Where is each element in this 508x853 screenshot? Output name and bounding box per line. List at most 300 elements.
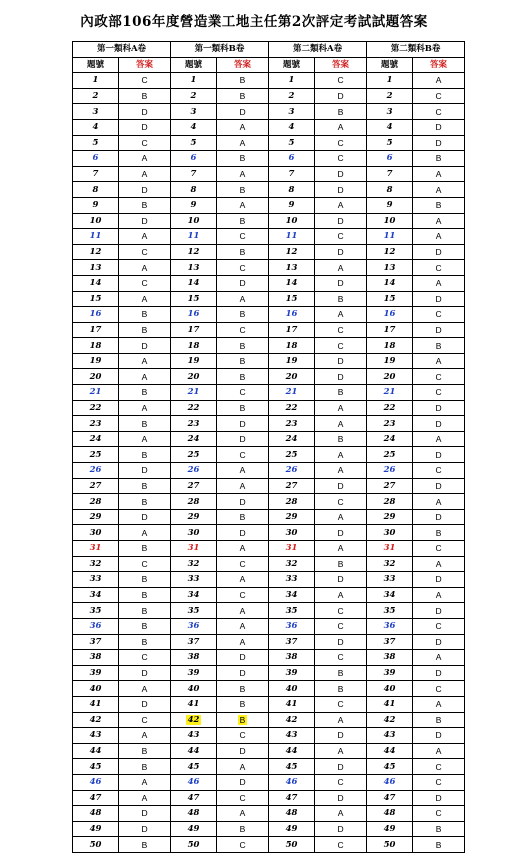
question-number: 40 (269, 681, 315, 697)
question-number: 46 (73, 774, 119, 790)
answer-cell: D (119, 119, 171, 135)
question-number: 32 (73, 556, 119, 572)
question-number: 13 (269, 260, 315, 276)
table-row (73, 650, 465, 666)
table-row (73, 712, 465, 728)
question-number: 39 (269, 665, 315, 681)
question-number: 40 (73, 681, 119, 697)
question-number: 30 (269, 525, 315, 541)
question-number: 37 (73, 634, 119, 650)
question-number: 44 (171, 743, 217, 759)
answer-cell: B (217, 151, 269, 167)
answer-cell: B (315, 104, 367, 120)
answer-cell: B (119, 743, 171, 759)
table-row (73, 88, 465, 104)
question-number: 28 (171, 494, 217, 510)
answer-cell: A (413, 182, 465, 198)
question-number: 43 (269, 728, 315, 744)
question-number: 14 (73, 275, 119, 291)
question-number: 32 (269, 556, 315, 572)
answer-cell: B (119, 88, 171, 104)
question-number: 45 (73, 759, 119, 775)
answer-cell: D (315, 759, 367, 775)
answer-cell: A (119, 291, 171, 307)
question-number: 16 (269, 307, 315, 323)
question-number: 18 (171, 338, 217, 354)
question-number: 4 (269, 119, 315, 135)
answer-column-header: 答案 (413, 57, 465, 73)
answer-cell: A (217, 759, 269, 775)
table-row (73, 338, 465, 354)
table-row (73, 291, 465, 307)
answer-cell: A (217, 291, 269, 307)
question-number: 49 (171, 821, 217, 837)
answer-cell: C (315, 696, 367, 712)
table-row (73, 244, 465, 260)
question-number: 37 (171, 634, 217, 650)
answer-cell: B (119, 634, 171, 650)
question-number: 42 (73, 712, 119, 728)
question-number: 48 (73, 806, 119, 822)
question-number: 37 (269, 634, 315, 650)
question-number: 47 (73, 790, 119, 806)
table-row (73, 307, 465, 323)
question-number: 48 (269, 806, 315, 822)
question-number: 47 (171, 790, 217, 806)
answer-cell: C (119, 73, 171, 89)
question-number: 23 (73, 416, 119, 432)
answer-cell: D (217, 650, 269, 666)
question-number: 43 (171, 728, 217, 744)
answer-cell: D (119, 463, 171, 479)
answer-cell: A (315, 197, 367, 213)
group-header: 第二類科B卷 (367, 42, 465, 58)
answer-cell: D (119, 182, 171, 198)
answer-cell: A (413, 743, 465, 759)
question-number: 23 (171, 416, 217, 432)
answer-column-header: 答案 (217, 57, 269, 73)
answer-cell: B (217, 182, 269, 198)
question-number: 13 (171, 260, 217, 276)
question-number: 3 (367, 104, 413, 120)
question-number: 12 (73, 244, 119, 260)
answer-cell: B (413, 821, 465, 837)
answer-cell: A (217, 119, 269, 135)
table-row (73, 743, 465, 759)
highlighted-answer: B (239, 714, 246, 725)
answer-cell: C (413, 463, 465, 479)
table-row (73, 385, 465, 401)
answer-cell: A (119, 774, 171, 790)
answer-cell: D (217, 743, 269, 759)
answer-cell: D (315, 182, 367, 198)
table-row (73, 229, 465, 245)
table-row (73, 104, 465, 120)
question-number: 33 (171, 572, 217, 588)
answer-cell: D (413, 603, 465, 619)
answer-cell (217, 712, 269, 728)
question-number: 38 (367, 650, 413, 666)
answer-cell: B (217, 509, 269, 525)
answer-cell: B (413, 197, 465, 213)
question-number: 2 (269, 88, 315, 104)
table-row (73, 525, 465, 541)
answer-cell: B (217, 696, 269, 712)
answer-cell: A (217, 197, 269, 213)
answer-cell: D (413, 447, 465, 463)
question-number: 29 (269, 509, 315, 525)
answer-cell: C (217, 728, 269, 744)
answer-cell: B (217, 88, 269, 104)
question-number: 46 (269, 774, 315, 790)
table-row (73, 400, 465, 416)
question-number: 41 (171, 696, 217, 712)
answer-cell: A (315, 463, 367, 479)
answer-cell: B (217, 353, 269, 369)
answer-cell: D (413, 119, 465, 135)
answer-cell: B (119, 587, 171, 603)
question-number: 9 (367, 197, 413, 213)
question-number: 40 (367, 681, 413, 697)
answer-cell: B (119, 572, 171, 588)
question-number: 15 (73, 291, 119, 307)
answer-cell: B (413, 338, 465, 354)
answer-cell: C (119, 650, 171, 666)
answer-cell: B (315, 665, 367, 681)
answer-cell: A (217, 618, 269, 634)
answer-cell: D (119, 509, 171, 525)
number-column-header: 題號 (73, 57, 119, 73)
answer-cell: D (315, 728, 367, 744)
question-number: 34 (367, 587, 413, 603)
question-number: 7 (269, 166, 315, 182)
answer-cell: C (217, 837, 269, 853)
question-number: 8 (269, 182, 315, 198)
question-number: 43 (367, 728, 413, 744)
question-number: 26 (367, 463, 413, 479)
question-number: 6 (171, 151, 217, 167)
answer-cell: C (315, 73, 367, 89)
table-row (73, 494, 465, 510)
answer-cell: D (315, 790, 367, 806)
answer-cell: C (217, 229, 269, 245)
answer-cell: D (119, 104, 171, 120)
answer-cell: B (119, 478, 171, 494)
answer-cell: C (413, 307, 465, 323)
question-number: 26 (269, 463, 315, 479)
answer-cell: A (217, 478, 269, 494)
question-number: 8 (171, 182, 217, 198)
answer-cell: A (315, 260, 367, 276)
question-number: 44 (73, 743, 119, 759)
highlighted-number: 42 (187, 714, 200, 725)
question-number: 36 (171, 618, 217, 634)
question-number: 17 (269, 322, 315, 338)
answer-cell: C (217, 385, 269, 401)
question-number: 9 (171, 197, 217, 213)
table-row (73, 806, 465, 822)
question-number: 11 (171, 229, 217, 245)
group-header: 第一類科A卷 (73, 42, 171, 58)
answer-cell: C (315, 135, 367, 151)
answer-cell: D (413, 135, 465, 151)
answer-column-header: 答案 (119, 57, 171, 73)
answer-cell: B (119, 416, 171, 432)
question-number: 36 (367, 618, 413, 634)
question-number: 28 (269, 494, 315, 510)
question-number: 20 (73, 369, 119, 385)
question-number: 19 (73, 353, 119, 369)
question-number: 21 (367, 385, 413, 401)
question-number: 50 (269, 837, 315, 853)
answer-cell: B (119, 618, 171, 634)
answer-cell: B (119, 307, 171, 323)
answer-cell: D (315, 572, 367, 588)
answer-cell: A (217, 603, 269, 619)
answer-cell: A (217, 541, 269, 557)
question-number: 38 (73, 650, 119, 666)
answer-cell: A (119, 728, 171, 744)
table-row (73, 509, 465, 525)
answer-cell: A (413, 650, 465, 666)
answer-cell: B (315, 431, 367, 447)
question-number: 1 (73, 73, 119, 89)
question-number: 20 (269, 369, 315, 385)
question-number: 13 (367, 260, 413, 276)
question-number: 50 (171, 837, 217, 853)
question-number: 48 (367, 806, 413, 822)
answer-cell: A (315, 400, 367, 416)
question-number: 18 (73, 338, 119, 354)
question-number: 1 (367, 73, 413, 89)
answer-cell: D (413, 400, 465, 416)
answer-cell: C (315, 650, 367, 666)
question-number: 13 (73, 260, 119, 276)
answer-cell: C (217, 556, 269, 572)
table-row (73, 774, 465, 790)
answer-cell: A (217, 463, 269, 479)
answer-cell: A (217, 806, 269, 822)
table-row (73, 119, 465, 135)
answer-cell: C (217, 322, 269, 338)
table-row (73, 166, 465, 182)
question-number: 4 (73, 119, 119, 135)
question-number: 46 (367, 774, 413, 790)
answer-cell: B (315, 681, 367, 697)
table-row (73, 541, 465, 557)
question-number: 3 (269, 104, 315, 120)
answer-cell: A (413, 431, 465, 447)
question-number: 25 (73, 447, 119, 463)
answer-cell: C (315, 151, 367, 167)
question-number: 21 (171, 385, 217, 401)
answer-cell: C (315, 338, 367, 354)
question-number: 16 (367, 307, 413, 323)
question-number: 3 (171, 104, 217, 120)
question-number: 31 (367, 541, 413, 557)
answer-cell: A (217, 572, 269, 588)
answer-cell: C (315, 494, 367, 510)
number-column-header: 題號 (269, 57, 315, 73)
answer-cell: C (315, 229, 367, 245)
table-row (73, 556, 465, 572)
question-number: 34 (171, 587, 217, 603)
question-number: 41 (367, 696, 413, 712)
question-number: 19 (269, 353, 315, 369)
answer-cell: A (217, 166, 269, 182)
table-row (73, 821, 465, 837)
question-number: 5 (367, 135, 413, 151)
table-row (73, 618, 465, 634)
answer-cell: A (315, 119, 367, 135)
question-number: 6 (367, 151, 413, 167)
question-number: 30 (73, 525, 119, 541)
question-number: 39 (73, 665, 119, 681)
answer-cell: D (315, 478, 367, 494)
answer-cell: D (217, 416, 269, 432)
question-number: 29 (73, 509, 119, 525)
question-number (171, 712, 217, 728)
question-number: 12 (269, 244, 315, 260)
question-number: 32 (171, 556, 217, 572)
question-number: 20 (367, 369, 413, 385)
answer-cell: B (119, 494, 171, 510)
question-number: 11 (269, 229, 315, 245)
answer-cell: D (315, 88, 367, 104)
question-number: 35 (269, 603, 315, 619)
question-number: 21 (269, 385, 315, 401)
table-row (73, 213, 465, 229)
answer-cell: A (413, 166, 465, 182)
question-number: 17 (367, 322, 413, 338)
question-number: 34 (73, 587, 119, 603)
answer-cell: B (119, 603, 171, 619)
question-number: 39 (367, 665, 413, 681)
question-number: 29 (367, 509, 413, 525)
question-number: 50 (73, 837, 119, 853)
question-number: 14 (367, 275, 413, 291)
question-number: 19 (367, 353, 413, 369)
question-number: 38 (171, 650, 217, 666)
answer-cell: D (217, 525, 269, 541)
question-number: 25 (367, 447, 413, 463)
question-number: 17 (73, 322, 119, 338)
question-number: 22 (73, 400, 119, 416)
answer-cell: B (217, 244, 269, 260)
table-row (73, 696, 465, 712)
answer-cell: D (413, 790, 465, 806)
table-row (73, 572, 465, 588)
question-number: 15 (171, 291, 217, 307)
answer-cell: D (413, 572, 465, 588)
answer-cell: A (413, 229, 465, 245)
answer-cell: D (315, 353, 367, 369)
question-number: 26 (171, 463, 217, 479)
answer-cell: D (315, 821, 367, 837)
question-number: 15 (367, 291, 413, 307)
answer-cell: C (315, 837, 367, 853)
answer-cell: A (315, 806, 367, 822)
answer-cell: D (217, 665, 269, 681)
answer-rows (73, 73, 465, 853)
answer-cell: D (413, 728, 465, 744)
answer-cell: A (315, 743, 367, 759)
answer-cell: B (119, 759, 171, 775)
table-row (73, 463, 465, 479)
question-number: 18 (367, 338, 413, 354)
answer-cell: D (413, 322, 465, 338)
question-number: 23 (269, 416, 315, 432)
question-number: 16 (73, 307, 119, 323)
answer-cell: A (119, 400, 171, 416)
table-row (73, 151, 465, 167)
answer-cell: B (217, 338, 269, 354)
question-number: 45 (367, 759, 413, 775)
question-number: 28 (367, 494, 413, 510)
answer-cell: C (413, 806, 465, 822)
answer-cell: C (413, 385, 465, 401)
question-number: 23 (367, 416, 413, 432)
answer-cell: A (315, 712, 367, 728)
answer-cell: C (413, 541, 465, 557)
answer-cell: B (217, 821, 269, 837)
answer-cell: A (413, 587, 465, 603)
question-number: 9 (73, 197, 119, 213)
answer-cell: A (315, 541, 367, 557)
question-number: 24 (367, 431, 413, 447)
table-row (73, 587, 465, 603)
question-number: 2 (171, 88, 217, 104)
answer-cell: D (413, 665, 465, 681)
answer-cell: D (413, 634, 465, 650)
table-row (73, 182, 465, 198)
question-number: 14 (171, 275, 217, 291)
question-number: 11 (367, 229, 413, 245)
question-number: 12 (367, 244, 413, 260)
question-number: 49 (73, 821, 119, 837)
question-number: 29 (171, 509, 217, 525)
number-column-header: 題號 (367, 57, 413, 73)
question-number: 5 (269, 135, 315, 151)
answer-cell: A (315, 509, 367, 525)
answer-cell: C (119, 556, 171, 572)
question-number: 22 (171, 400, 217, 416)
question-number: 40 (171, 681, 217, 697)
table-row (73, 135, 465, 151)
answer-cell: B (413, 151, 465, 167)
question-number: 4 (367, 119, 413, 135)
question-number: 43 (73, 728, 119, 744)
question-number: 35 (171, 603, 217, 619)
answer-cell: B (217, 369, 269, 385)
question-number: 38 (269, 650, 315, 666)
answer-cell: B (413, 525, 465, 541)
answer-cell: C (315, 322, 367, 338)
question-number: 44 (269, 743, 315, 759)
question-number: 49 (367, 821, 413, 837)
answer-cell: B (315, 291, 367, 307)
answer-cell: D (413, 244, 465, 260)
answer-cell: C (217, 587, 269, 603)
answer-cell: C (119, 244, 171, 260)
answer-cell: C (413, 104, 465, 120)
question-number: 5 (171, 135, 217, 151)
question-number: 9 (269, 197, 315, 213)
question-number: 33 (269, 572, 315, 588)
table-row (73, 260, 465, 276)
question-number: 27 (171, 478, 217, 494)
answer-cell: D (119, 665, 171, 681)
